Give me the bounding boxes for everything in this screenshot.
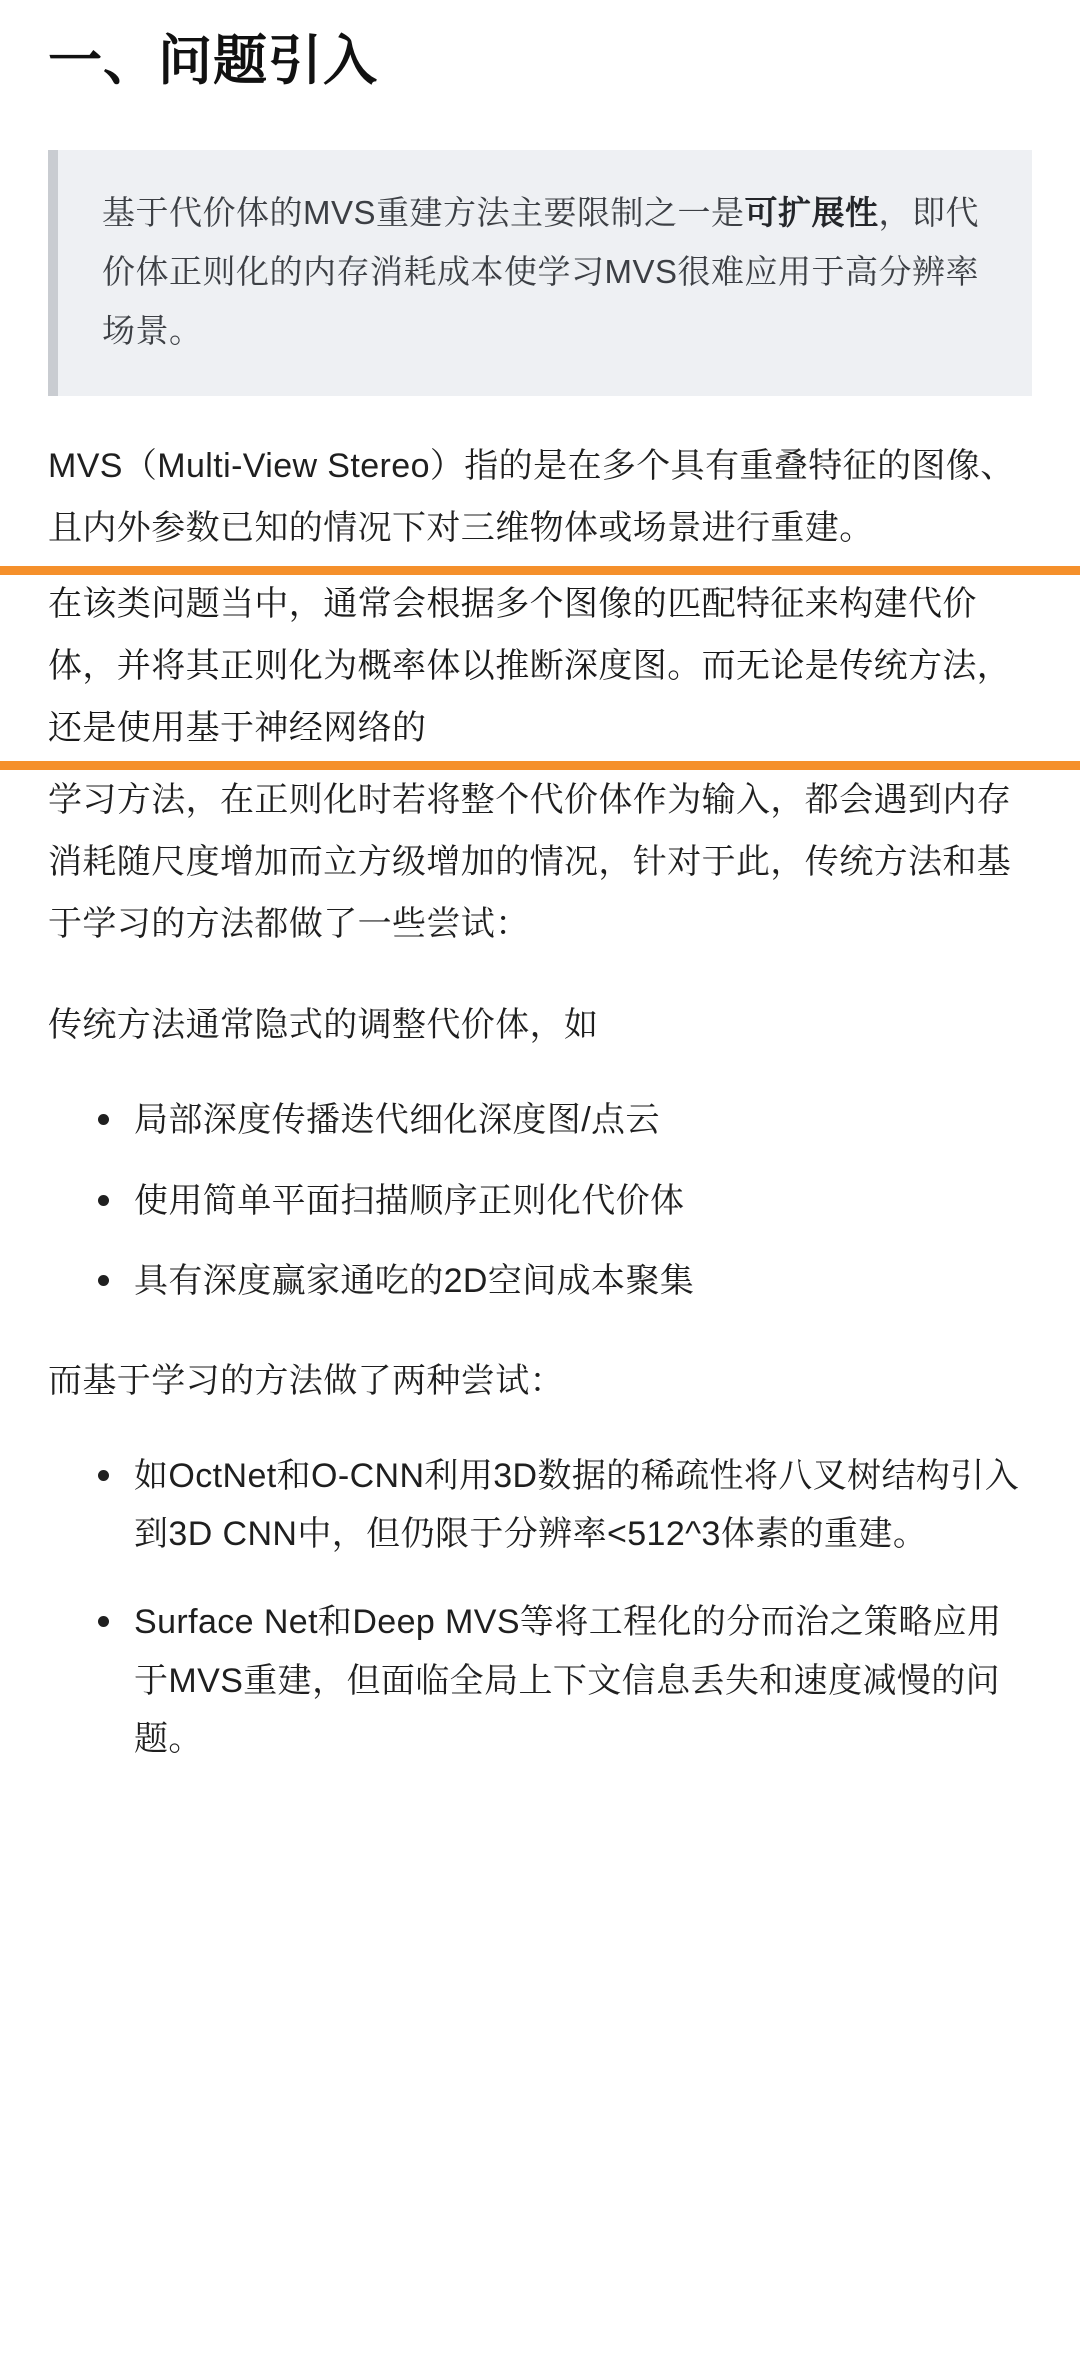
article-page (0, 26, 1080, 1821)
list-item: 如OctNet和O-CNN利用3D数据的稀疏性将八叉树结构引入到3D CNN中，但仍限于分辨率<512^3体素的重建。 (98, 1447, 1032, 1564)
list-item: 具有深度赢家通吃的2D空间成本聚集 (98, 1252, 1032, 1310)
list-traditional-methods (48, 1091, 1032, 1310)
page-title: 一、问题引入 (48, 31, 378, 91)
callout-quote (48, 150, 1032, 396)
quote-text (102, 184, 994, 360)
paragraph-traditional-methods: 传统方法通常隐式的调整代价体，如 (48, 1006, 599, 1045)
paragraph-continuation: 学习方法，在正则化时若将整个代价体作为输入，都会遇到内存消耗随尺度增加而立方级增加的情况，针对于此，传统方法和基于学习的方法都做了一些尝试： (48, 780, 1012, 943)
highlighted-text: 在该类问题当中，通常会根据多个图像的匹配特征来构建代价体，并将其正则化为概率体以推断深度图。而无论是传统方法，还是使用基于神经网络的 (48, 585, 1012, 747)
list-item: 局部深度传播迭代细化深度图/点云 (98, 1091, 1032, 1149)
list-learning-methods (48, 1447, 1032, 1769)
list-item: 使用简单平面扫描顺序正则化代价体 (98, 1172, 1032, 1230)
quote-part-1: 基于代价体的MVS重建方法主要限制之一是 (102, 194, 745, 232)
paragraph-intro: MVS（Multi-View Stereo）指的是在多个具有重叠特征的图像、且内外参数已知的情况下对三维物体或场景进行重建。 (48, 447, 1015, 548)
quote-bold-term: 可扩展性 (744, 194, 879, 232)
bottom-spacer (48, 1799, 1032, 1821)
highlighted-passage (48, 566, 1032, 770)
list-item: Surface Net和Deep MVS等将工程化的分而治之策略应用于MVS重建，但面临全局上下文信息丢失和速度减慢的问题。 (98, 1593, 1032, 1768)
quote-part-2: ，即代价体正则化的内存消耗成本使学习MVS很难应用于高分辨率场景。 (102, 194, 980, 349)
paragraph-learning-methods: 而基于学习的方法做了两种尝试： (48, 1361, 564, 1400)
